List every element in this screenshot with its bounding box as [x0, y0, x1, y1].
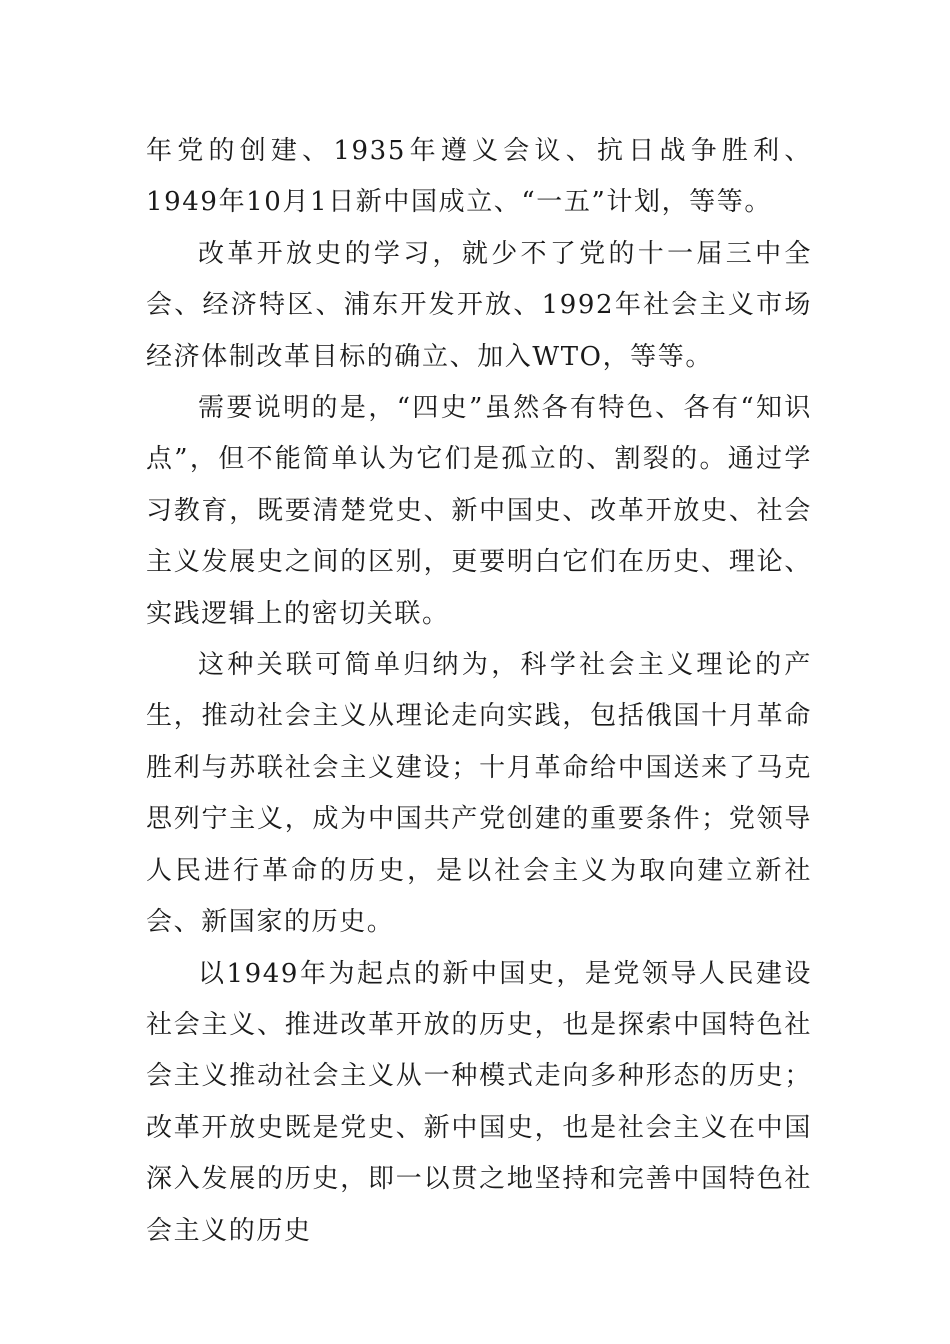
paragraph-5: 以1949年为起点的新中国史，是党领导人民建设社会主义、推进改革开放的历史，也是探索中国特色社会主义推动社会主义从一种模式走向多种形态的历史；改革开放史既是党史、新中国史，也是社会主义在中国深入发展的历史，即一以贯之地坚持和完善中国特色社会主义的历史 — [146, 958, 812, 1246]
paragraph-3: 需要说明的是，“四史”虽然各有特色、各有“知识点”，但不能简单认为它们是孤立的、割裂的。通过学习教育，既要清楚党史、新中国史、改革开放史、社会主义发展史之间的区别，更要明白它们在历史、理论、实践逻辑上的密切关联。 — [146, 393, 812, 629]
paragraph-4: 这种关联可简单归纳为，科学社会主义理论的产生，推动社会主义从理论走向实践，包括俄国十月革命胜利与苏联社会主义建设；十月革命给中国送来了马克思列宁主义，成为中国共产党创建的重要条件；党领导人民进行革命的历史，是以社会主义为取向建立新社会、新国家的历史。 — [146, 650, 812, 938]
paragraph-1: 年党的创建、1935年遵义会议、抗日战争胜利、1949年10月1日新中国成立、“一五”计划，等等。 — [146, 136, 812, 218]
paragraph-2: 改革开放史的学习，就少不了党的十一届三中全会、经济特区、浦东开发开放、1992年社会主义市场经济体制改革目标的确立、加入WTO，等等。 — [146, 238, 812, 372]
document-body — [146, 126, 812, 1257]
